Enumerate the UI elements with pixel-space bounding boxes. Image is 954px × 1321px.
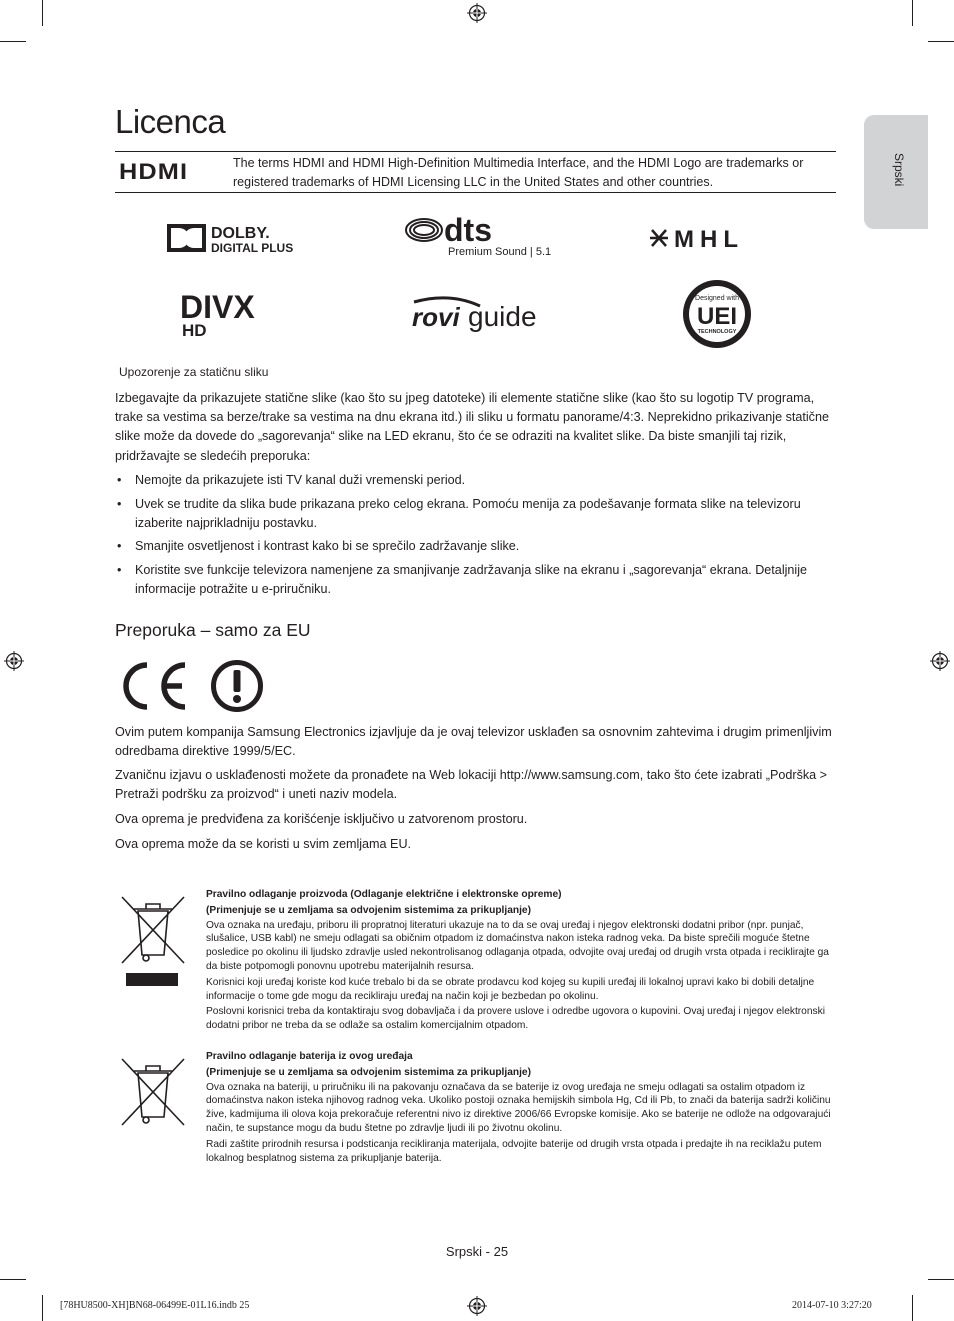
bullet-marker: • — [117, 563, 122, 577]
crop-mark-bottom-right-v — [912, 1295, 913, 1321]
eu-paragraph-2: Zvaničnu izjavu o usklađenosti možete da pronađete na Web lokaciji http://www.samsung.com, tako što ćete izabrati „Podrška > Pretraži podršku za proizvod“ i uneti naziv modela. — [115, 768, 828, 802]
uei-main-text: UEI — [696, 303, 738, 330]
registration-mark-icon — [930, 651, 950, 671]
crop-mark-bottom-left-v — [42, 1295, 43, 1321]
page-title: Licenca — [115, 103, 226, 140]
registration-mark-icon — [467, 3, 487, 23]
crop-mark-top-left-h — [0, 41, 26, 42]
weee-battery-p1: Ova oznaka na bateriji, u priručniku ili na pakovanju označava da se baterije iz ovog uređaja ne smeju odlagati sa ostalim otpadom iz domaćinstva nakon isteka njihovog radnog veka. Ukoliko postoji oznaka hemijskih simbola Hg, Cd ili Pb, to znači da baterija sadrži količinu žive, kadmijuma ili olova koja prekoračuje referentni nivo iz direktive 2006/66 Evropske komisije. Ako se baterije ne odlože na odgovarajući način, te supstance mogu da budu štetne po zdravlje ljudi ili po životnu okolinu. — [206, 1081, 831, 1134]
uei-logo-icon — [680, 278, 756, 350]
hdmi-logo-text: HDMI — [119, 161, 189, 181]
weee-product-block — [206, 888, 836, 1033]
footer-timestamp: 2014-07-10 3:27:20 — [792, 1300, 872, 1311]
registration-mark-icon — [4, 651, 24, 671]
crop-mark-top-left-v — [42, 0, 43, 26]
crop-mark-top-right-v — [912, 0, 913, 26]
hdmi-notice — [115, 151, 836, 193]
dts-logo-icon — [404, 214, 554, 260]
bullet-text: Smanjite osvetljenost i kontrast kako bi se sprečilo zadržavanje slike. — [135, 539, 520, 553]
ce-mark-icon — [114, 660, 190, 712]
weee-battery-subtitle: (Primenjuje se u zemljama sa odvojenim sistemima za prikupljanje) — [206, 1066, 531, 1078]
footer-file-name: [78HU8500-XH]BN68-06499E-01L16.indb 25 — [60, 1300, 250, 1311]
side-tab-label: Srpski — [892, 153, 906, 187]
hdmi-trademark-text: The terms HDMI and HDMI High-Definition Multimedia Interface, and the HDMI Logo are trademarks or registered trademarks of HDMI Licensing LLC in the United States and other countries. — [233, 156, 804, 189]
crossed-bin-battery-icon — [120, 1055, 186, 1129]
mhl-logo-icon — [648, 224, 790, 252]
registration-mark-icon — [467, 1296, 487, 1316]
crossed-bin-icon — [120, 893, 186, 989]
warning-intro: Izbegavajte da prikazujete statične slike (kao što su jpeg datoteke) ili elemente statične slike (kao što su logotip TV programa, trake sa vestima sa berze/trake sa vestima na dnu ekrana itd.) ili sliku u formatu panorame/4:3. Neprekidno prikazivanje statične slike može da dovede do „sagorevanja“ slike na LED ekranu, što će se odraziti na kvalitet slike. Da biste smanjili taj rizik, pridržavajte se sledećih preporuka: — [115, 391, 829, 463]
language-side-tab — [864, 115, 928, 229]
eu-paragraph-4: Ova oprema može da se koristi u svim zemljama EU. — [115, 837, 412, 851]
divx-text: DIVX — [180, 290, 255, 325]
crop-mark-bottom-left-h — [0, 1279, 26, 1280]
rovi-guide-text: guide — [468, 301, 537, 332]
bullet-text: Nemojte da prikazujete isti TV kanal duži vremenski period. — [135, 473, 466, 487]
hdmi-logo-icon — [119, 161, 221, 181]
dolby-logo-icon — [166, 222, 308, 254]
rovi-text: rovi — [412, 302, 460, 332]
divx-hd-text: HD — [182, 321, 207, 338]
dts-sub: Premium Sound | 5.1 — [448, 246, 552, 258]
crop-mark-top-right-h — [928, 41, 954, 42]
mhl-text: MHL — [674, 226, 744, 252]
uei-bottom-text: TECHNOLOGY — [697, 329, 737, 335]
uei-top-text: Designed with — [695, 295, 739, 302]
eu-heading: Preporuka – samo za EU — [115, 620, 311, 640]
dts-text: dts — [444, 214, 492, 248]
weee-product-p2: Korisnici koji uređaj koriste kod kuće trebalo bi da se obrate prodavcu kod kojeg su kupili uređaj ili lokalnoj upravi kako bi dobili detaljne informacije o tome gde mogu da recikliraju uređaj na način koji je bezbedan po okolinu. — [206, 976, 815, 1002]
weee-product-title: Pravilno odlaganje proizvoda (Odlaganje električne i elektronske opreme) — [206, 889, 562, 900]
crop-mark-bottom-right-h — [928, 1279, 954, 1280]
warning-label: Upozorenje za statičnu sliku — [119, 365, 269, 379]
divx-logo-icon — [180, 290, 292, 338]
weee-product-p1: Ova oznaka na uređaju, priboru ili propratnoj literaturi ukazuje na to da se ovaj uređaj i njegov elektronski dodatni pribor (npr. punjač, slušalice, USB kabl) ne smeju odlagati sa običnim otpadom iz domaćinstva nakon isteka radnog veka. Da biste sprečili moguće štetne posledice po okolinu ili ljudsko zdravlje usled nekontrolisanog odlaganja otpada, odvojite ovaj uređaj od drugih vrsta otpada i reciklirajte ga da biste potpomogli ponovnu upotrebu materijalnih resursa. — [206, 919, 829, 972]
bullet-marker: • — [117, 473, 122, 487]
weee-battery-block — [206, 1050, 836, 1165]
rovi-guide-logo-icon — [410, 296, 546, 332]
bullet-marker: • — [117, 497, 122, 511]
weee-battery-title: Pravilno odlaganje baterija iz ovog uređaja — [206, 1051, 413, 1062]
eu-paragraph-1: Ovim putem kompanija Samsung Electronics izjavljuje da je ovaj televizor usklađen sa osnovnim zahtevima i drugim primenljivim odredbama direktive 1999/5/EC. — [115, 725, 832, 759]
bullet-text: Koristite sve funkcije televizora namenjene za smanjivanje zadržavanja slike na ekranu i „sagorevanja“ ekrana. Detaljnije informacije potražite u e-priručniku. — [135, 563, 808, 597]
bullet-text: Uvek se trudite da slika bude prikazana preko celog ekrana. Pomoću menija za podešavanje formata slike na televizoru izaberite najprikladniju postavku. — [135, 497, 801, 531]
page-number: Srpski - 25 — [445, 1244, 509, 1259]
alert-mark-icon — [210, 659, 264, 713]
bullet-marker: • — [117, 539, 122, 553]
dolby-line1: DOLBY. — [211, 225, 270, 242]
eu-paragraph-3: Ova oprema je predviđena za korišćenje isključivo u zatvorenom prostoru. — [115, 812, 528, 826]
weee-product-subtitle: (Primenjuje se u zemljama sa odvojenim sistemima za prikupljanje) — [206, 904, 531, 916]
weee-battery-p2: Radi zaštite prirodnih resursa i podsticanja recikliranja materijala, odvojite baterije od drugih vrsta otpada i predajte ih na reciklažu putem lokalnog besplatnog sistema za prikupljanje baterija. — [206, 1138, 822, 1164]
weee-product-p3: Poslovni korisnici treba da kontaktiraju svog dobavljača i da provere uslove i odredbe ugovora o kupovini. Ovaj uređaj i njegov elektronski dodatni pribor ne treba da se odlaže sa ostalim komercijalnim otpadom. — [206, 1006, 825, 1032]
dolby-line2: DIGITAL PLUS — [211, 241, 294, 254]
